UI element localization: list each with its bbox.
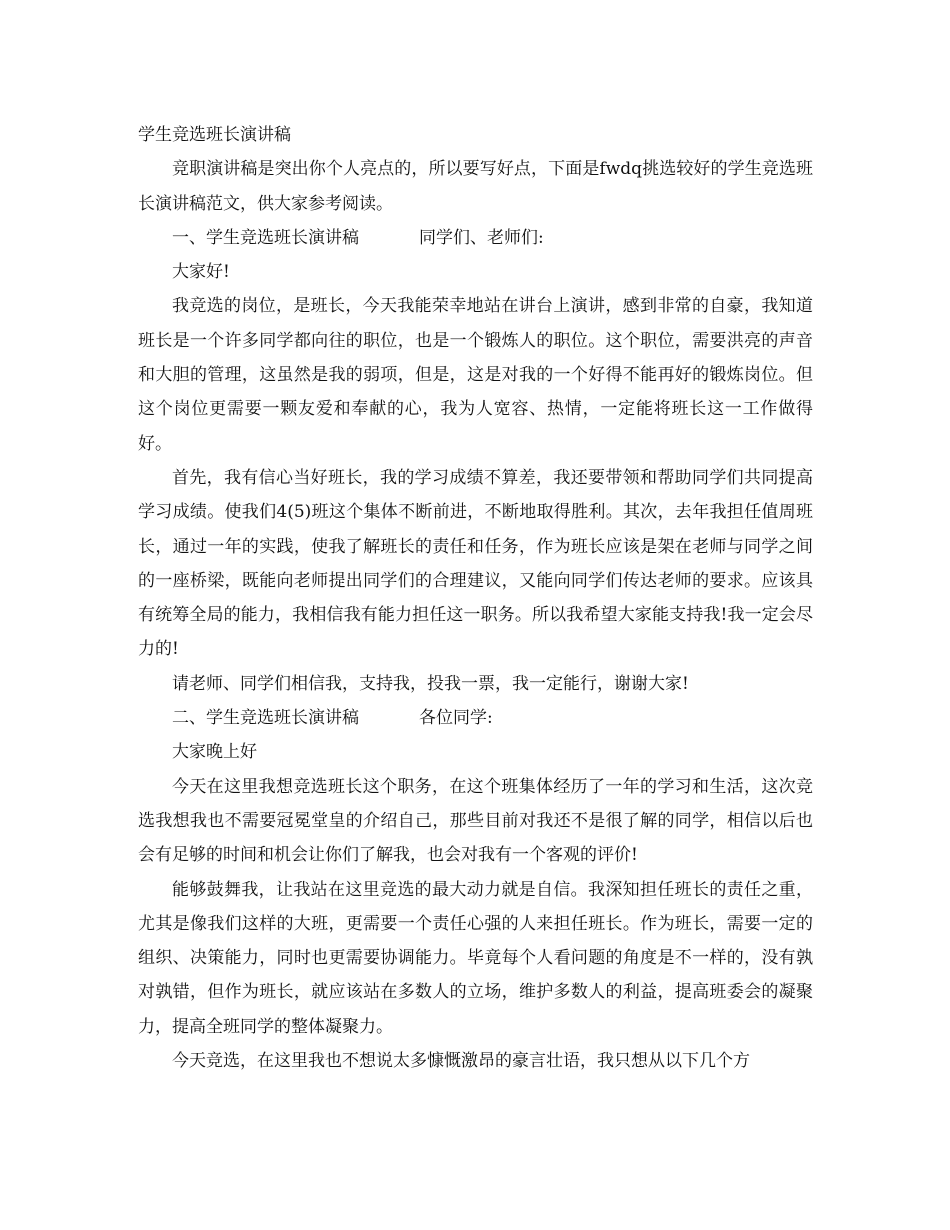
document-title: 学生竞选班长演讲稿 <box>138 125 291 145</box>
section-1-heading-line <box>138 221 813 255</box>
document-body <box>138 118 813 1078</box>
section-2-heading: 二、学生竞选班长演讲稿 <box>172 708 359 729</box>
section-1-paragraph-2: 首先，我有信心当好班长，我的学习成绩不算差，我还要带领和帮助同学们共同提高学习成绩。使我们4(5)班这个集体不断前进，不断地取得胜利。其次，去年我担任值周班长，通过一年的实践，使我了解班长的责任和任务，作为班长应该是架在老师与同学之间的一座桥梁，既能向老师提出同学们的合理建议，又能向同学们传达老师的要求。应该具有统筹全局的能力，我相信我有能力担任这一职务。所以我希望大家能支持我!我一定会尽力的! <box>138 467 813 660</box>
section-1-paragraph-3: 请老师、同学们相信我，支持我，投我一票，我一定能行，谢谢大家! <box>172 673 689 694</box>
intro-paragraph: 竞职演讲稿是突出你个人亮点的，所以要写好点，下面是fwdq挑选较好的学生竞选班长演讲稿范文，供大家参考阅读。 <box>138 159 813 214</box>
section-2-paragraph-3: 今天竞选，在这里我也不想说太多慷慨激昂的豪言壮语，我只想从以下几个方 <box>172 1051 750 1072</box>
section-1-greeting: 大家好! <box>172 262 230 283</box>
section-2-salutation: 各位同学: <box>419 708 493 729</box>
section-2-heading-line <box>138 701 813 735</box>
section-1-paragraph-1: 我竞选的岗位，是班长，今天我能荣幸地站在讲台上演讲，感到非常的自豪，我知道班长是一个许多同学都向往的职位，也是一个锻炼人的职位。这个职位，需要洪亮的声音和大胆的管理，这虽然是我的弱项，但是，这是对我的一个好得不能再好的锻炼岗位。但这个岗位更需要一颗友爱和奉献的心，我为人宽容、热情，一定能将班长这一工作做得好。 <box>138 296 813 454</box>
section-1-heading: 一、学生竞选班长演讲稿 <box>172 227 359 248</box>
section-1-salutation: 同学们、老师们: <box>419 227 544 248</box>
section-2-paragraph-2: 能够鼓舞我，让我站在这里竞选的最大动力就是自信。我深知担任班长的责任之重，尤其是像我们这样的大班，更需要一个责任心强的人来担任班长。作为班长，需要一定的组织、决策能力，同时也更需要协调能力。毕竟每个人看问题的角度是不一样的，没有孰对孰错，但作为班长，就应该站在多数人的立场，维护多数人的利益，提高班委会的凝聚力，提高全班同学的整体凝聚力。 <box>138 879 813 1037</box>
section-2-paragraph-1: 今天在这里我想竞选班长这个职务，在这个班集体经历了一年的学习和生活，这次竞选我想我也不需要冠冕堂皇的介绍自己，那些目前对我还不是很了解的同学，相信以后也会有足够的时间和机会让你们了解我，也会对我有一个客观的评价! <box>138 776 813 866</box>
section-2-greeting: 大家晚上好 <box>172 742 257 763</box>
